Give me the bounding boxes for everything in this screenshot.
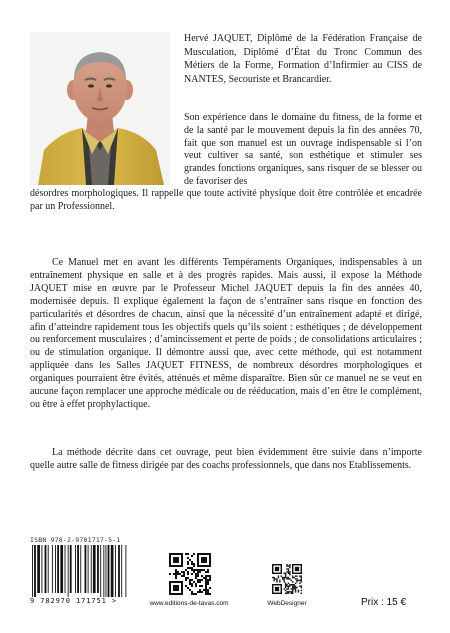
qr-module — [289, 565, 290, 566]
qr-module — [203, 577, 205, 579]
qr-module — [189, 589, 191, 591]
qr-module — [296, 575, 297, 576]
isbn-label: ISBN 978-2-9701717-5-1 — [30, 536, 121, 544]
qr-module — [286, 571, 287, 572]
qr-module — [191, 593, 193, 595]
qr-module — [286, 577, 287, 578]
qr-module — [187, 587, 189, 589]
qr-module — [295, 588, 296, 589]
qr-module — [205, 593, 207, 595]
qr-module — [293, 587, 294, 588]
qr-module — [301, 575, 302, 576]
publisher-qr-code[interactable] — [169, 553, 211, 595]
qr-module — [173, 557, 179, 563]
qr-module — [187, 573, 189, 575]
qr-module — [292, 590, 293, 591]
qr-module — [279, 581, 280, 582]
qr-module — [193, 571, 195, 573]
qr-module — [289, 567, 290, 568]
qr-module — [288, 568, 289, 569]
qr-module — [185, 577, 187, 579]
qr-module — [193, 581, 195, 583]
qr-module — [191, 567, 193, 569]
qr-module — [285, 574, 286, 575]
price-label: Prix : 15 € — [361, 597, 407, 608]
qr-module — [279, 580, 280, 581]
qr-module — [286, 593, 287, 594]
qr-module — [187, 567, 189, 569]
qr-module — [276, 581, 277, 582]
barcode-bar — [88, 545, 89, 593]
qr-module — [185, 585, 187, 587]
qr-module — [197, 571, 199, 573]
qr-module — [299, 583, 300, 584]
qr-module — [207, 583, 209, 585]
qr-module — [301, 585, 302, 586]
qr-module — [288, 573, 289, 574]
qr-module — [291, 580, 292, 581]
qr-module — [197, 569, 199, 571]
qr-module — [175, 573, 177, 575]
qr-module — [175, 571, 177, 573]
qr-module — [197, 591, 199, 593]
qr-module — [283, 588, 284, 589]
qr-module — [203, 569, 205, 571]
method-note: La méthode décrite dans cet ouvrage, peut bien évidemment être suivie dans n’importe quelle autre salle de fitness dirigée par des coachs professionnels, que dans nos Etablissements. — [30, 447, 422, 471]
qr-module — [291, 588, 292, 589]
qr-module — [298, 590, 299, 591]
qr-module — [299, 580, 300, 581]
qr-module — [195, 585, 197, 587]
qr-module — [207, 569, 209, 571]
barcode-bar — [60, 545, 63, 593]
qr-module — [195, 573, 197, 575]
qr-module — [205, 579, 207, 581]
qr-module — [285, 583, 286, 584]
barcode-bar — [106, 545, 107, 597]
qr-module — [276, 578, 277, 579]
qr-module — [195, 569, 197, 571]
qr-module — [207, 575, 209, 577]
qr-module — [177, 571, 179, 573]
qr-module — [187, 553, 189, 555]
qr-module — [295, 575, 296, 576]
qr-module — [191, 555, 193, 557]
qr-module — [193, 593, 195, 595]
qr-module — [281, 575, 282, 576]
qr-module — [181, 571, 183, 573]
qr-module — [286, 588, 287, 589]
qr-module — [289, 573, 290, 574]
qr-module — [183, 573, 185, 575]
qr-module — [286, 585, 287, 586]
qr-module — [199, 571, 201, 573]
qr-module — [205, 591, 207, 593]
qr-module — [275, 578, 276, 579]
qr-module — [191, 591, 193, 593]
qr-module — [191, 579, 193, 581]
qr-module — [209, 575, 211, 577]
qr-module — [201, 591, 203, 593]
barcode-bar — [111, 545, 114, 597]
author-bio: Hervé JAQUET, Diplômé de la Fédération Française de Musculation, Diplômé d’État du Tronc Commun des Métiers de la Forme, Formation d’Infirmier au CISS de NANTES, Secouriste et Brancardier. — [184, 33, 422, 85]
qr-module — [298, 580, 299, 581]
barcode-bar — [125, 545, 126, 597]
qr-module — [199, 569, 201, 571]
qr-module — [185, 579, 187, 581]
qr-module — [187, 577, 189, 579]
qr-module — [299, 575, 300, 576]
qr-module — [191, 563, 193, 565]
qr-module — [199, 589, 201, 591]
barcode-bar — [93, 545, 96, 593]
qr-module — [185, 569, 187, 571]
qr-module — [288, 591, 289, 592]
qr-module — [189, 567, 191, 569]
barcode-bar — [118, 545, 120, 597]
qr-module — [288, 578, 289, 579]
qr-module — [285, 577, 286, 578]
qr-module — [187, 571, 189, 573]
qr-module — [285, 575, 286, 576]
qr-module — [193, 569, 195, 571]
qr-module — [298, 591, 299, 592]
qr-module — [301, 580, 302, 581]
qr-module — [285, 585, 286, 586]
qr-module — [201, 579, 203, 581]
qr-module — [289, 564, 290, 565]
barcode-bar — [55, 545, 56, 593]
qr-module — [296, 587, 297, 588]
qr-module — [289, 571, 290, 572]
qr-module — [207, 581, 209, 583]
qr-module — [205, 587, 207, 589]
barcode-bar — [77, 545, 79, 593]
barcode-bar — [91, 545, 92, 593]
qr-module — [293, 584, 294, 585]
qr-module — [289, 584, 290, 585]
qr-module — [288, 587, 289, 588]
qr-module — [285, 590, 286, 591]
qr-module — [282, 577, 283, 578]
barcode-bar — [34, 545, 36, 597]
qr-module — [301, 593, 302, 594]
qr-module — [296, 581, 297, 582]
qr-module — [288, 593, 289, 594]
qr-module — [288, 585, 289, 586]
qr-module — [187, 557, 189, 559]
qr-module — [301, 590, 302, 591]
qr-module — [175, 577, 177, 579]
qr-module — [285, 593, 286, 594]
qr-module — [289, 578, 290, 579]
qr-module — [205, 589, 207, 591]
author-portrait-illustration — [30, 32, 170, 185]
barcode-bar — [80, 545, 81, 593]
qr-module — [179, 573, 181, 575]
qr-module — [183, 575, 185, 577]
qr-module — [301, 578, 302, 579]
isbn-barcode — [30, 545, 130, 597]
qr-module — [292, 581, 293, 582]
qr-module — [283, 578, 284, 579]
qr-module — [195, 593, 197, 595]
qr-module — [292, 575, 293, 576]
qr-module — [273, 580, 274, 581]
barcode-bar — [68, 545, 69, 597]
qr-module — [286, 564, 287, 565]
qr-module — [288, 588, 289, 589]
qr-module — [207, 579, 209, 581]
qr-module — [292, 585, 293, 586]
qr-module — [201, 569, 203, 571]
qr-module — [209, 593, 211, 595]
qr-module — [199, 579, 201, 581]
qr-module — [276, 580, 277, 581]
qr-module — [193, 563, 195, 565]
qr-module — [288, 571, 289, 572]
qr-module — [197, 579, 199, 581]
qr-module — [295, 567, 299, 571]
qr-module — [203, 589, 205, 591]
author-photo — [30, 32, 170, 185]
barcode-bar — [45, 545, 47, 593]
qr-module — [209, 587, 211, 589]
qr-module — [278, 575, 279, 576]
webdesigner-label: WebDesigner — [267, 600, 307, 607]
qr-module — [193, 553, 195, 555]
barcode-bar — [100, 545, 101, 597]
qr-module — [175, 575, 177, 577]
barcode-bar — [70, 545, 72, 593]
qr-module — [177, 573, 179, 575]
qr-module — [296, 578, 297, 579]
qr-module — [199, 585, 201, 587]
barcode-bar — [97, 545, 99, 593]
qr-module — [195, 577, 197, 579]
qr-module — [273, 578, 274, 579]
barcode-digits: 9 782970 171751 > — [30, 597, 117, 605]
barcode-bar — [52, 545, 53, 593]
author-experience-text: Son expérience dans le domaine du fitness, de la forme et de la santé par le mouvement depuis la fin des années 70, fait que son manuel est un ouvrage indispensable si l’on veut cultiver sa santé, son esthétique et stimuler ses grandes fonctions organiques, sans risquer de se blesser ou de favoriser des — [184, 112, 422, 187]
qr-module — [296, 580, 297, 581]
qr-module — [191, 573, 193, 575]
qr-module — [278, 577, 279, 578]
qr-module — [301, 577, 302, 578]
qr-module — [205, 577, 207, 579]
qr-module — [183, 571, 185, 573]
qr-module — [286, 565, 287, 566]
qr-module — [293, 585, 294, 586]
barcode-bar — [32, 545, 33, 597]
qr-module — [288, 583, 289, 584]
qr-module — [191, 569, 193, 571]
qr-module — [207, 593, 209, 595]
qr-module — [207, 571, 209, 573]
qr-module — [295, 583, 296, 584]
qr-module — [292, 584, 293, 585]
qr-module — [275, 587, 279, 591]
qr-module — [187, 563, 189, 565]
qr-module — [199, 591, 201, 593]
publisher-url[interactable]: www.editions-de-tavas.com — [149, 600, 229, 607]
barcode-bar — [65, 545, 66, 593]
barcode-bar — [85, 545, 87, 593]
qr-module — [197, 581, 199, 583]
qr-module — [205, 583, 207, 585]
qr-module — [285, 573, 286, 574]
qr-module — [301, 581, 302, 582]
qr-module — [197, 573, 199, 575]
qr-module — [289, 574, 290, 575]
qr-module — [193, 565, 195, 567]
barcode-bar — [57, 545, 59, 593]
author-experience-text-continued: désordres morphologiques. Il rappelle que toute activité physique doit être contrôlée et encadrée par un Professionnel. — [30, 188, 422, 212]
qr-module — [191, 561, 193, 563]
barcode-bar — [75, 545, 76, 593]
qr-module — [189, 579, 191, 581]
qr-module — [169, 573, 171, 575]
webdesigner-qr-code[interactable] — [272, 564, 302, 594]
qr-module — [205, 585, 207, 587]
qr-module — [195, 583, 197, 585]
qr-module — [207, 591, 209, 593]
qr-module — [288, 570, 289, 571]
qr-module — [291, 593, 292, 594]
qr-module — [209, 577, 211, 579]
qr-module — [201, 557, 207, 563]
qr-module — [273, 577, 274, 578]
qr-module — [201, 575, 203, 577]
qr-module — [187, 561, 189, 563]
qr-module — [175, 569, 177, 571]
qr-module — [173, 573, 175, 575]
qr-module — [189, 581, 191, 583]
qr-module — [291, 591, 292, 592]
qr-module — [288, 577, 289, 578]
qr-module — [291, 584, 292, 585]
barcode-bar — [115, 545, 116, 597]
qr-module — [181, 575, 183, 577]
qr-module — [286, 568, 287, 569]
qr-module — [185, 553, 187, 555]
qr-module — [199, 581, 201, 583]
qr-module — [195, 575, 197, 577]
qr-module — [289, 585, 290, 586]
qr-module — [286, 591, 287, 592]
qr-module — [282, 578, 283, 579]
barcode-bar — [108, 545, 110, 597]
qr-module — [292, 587, 293, 588]
qr-module — [191, 585, 193, 587]
qr-module — [293, 588, 294, 589]
barcode-bar — [41, 545, 42, 593]
qr-module — [299, 585, 300, 586]
qr-module — [292, 577, 293, 578]
qr-module — [173, 585, 179, 591]
qr-module — [197, 575, 199, 577]
barcode-bar — [121, 545, 122, 597]
qr-module — [272, 577, 273, 578]
qr-module — [292, 591, 293, 592]
qr-module — [295, 585, 296, 586]
qr-module — [295, 591, 296, 592]
qr-module — [189, 559, 191, 561]
barcode-bar — [103, 545, 104, 597]
qr-module — [191, 583, 193, 585]
qr-module — [209, 579, 211, 581]
qr-module — [189, 583, 191, 585]
qr-module — [293, 577, 294, 578]
barcode-bar — [48, 545, 49, 593]
qr-module — [292, 588, 293, 589]
qr-module — [288, 565, 289, 566]
manual-description: Ce Manuel met en avant les différents Tempéraments Organiques, indispensables à un entraînement physique en salle et à des progrès rapides. Mais aussi, il expose la Méthode JAQUET mise en œuvre par le Professeur Michel JAQUET depuis la fin des années 40, modernisée depuis. Il explique également la façon de s’entraîner sans risque en fonction des particularités et désordres de chacun, ainsi que la nécessité d’un entraînement adapté et dirigé, afin d’atteindre rapidement tous les objectifs quels qu’ils soient : esthétiques ; de développement ou renforcement musculaires ; d’amincissement et perte de poids ; de consolidations articulaires ; ou de stimulation organique. Il démontre aussi que, avec cette méthode, qui est notamment appliquée dans les Salles JAQUET FITNESS, de nombreux désordres morphologiques et organiques pourraient être évités, atténués et même disparaître. Bien sûr ce manuel ne se veut en aucune façon remplacer une approche médicale ou de rééducation, mais d’en être le complément, ou être à effet prophylactique. — [30, 257, 422, 410]
barcode-bar — [37, 545, 40, 593]
qr-module — [295, 578, 296, 579]
qr-module — [283, 580, 284, 581]
qr-module — [275, 567, 279, 571]
qr-module — [292, 593, 293, 594]
qr-module — [295, 590, 296, 591]
qr-module — [286, 584, 287, 585]
qr-module — [201, 585, 203, 587]
qr-module — [205, 575, 207, 577]
qr-module — [289, 591, 290, 592]
qr-module — [207, 589, 209, 591]
qr-module — [295, 587, 296, 588]
qr-module — [283, 573, 284, 574]
qr-module — [205, 571, 207, 573]
qr-module — [283, 577, 284, 578]
qr-module — [286, 578, 287, 579]
qr-module — [205, 581, 207, 583]
qr-module — [285, 587, 286, 588]
qr-module — [285, 584, 286, 585]
qr-module — [301, 587, 302, 588]
qr-module — [283, 581, 284, 582]
